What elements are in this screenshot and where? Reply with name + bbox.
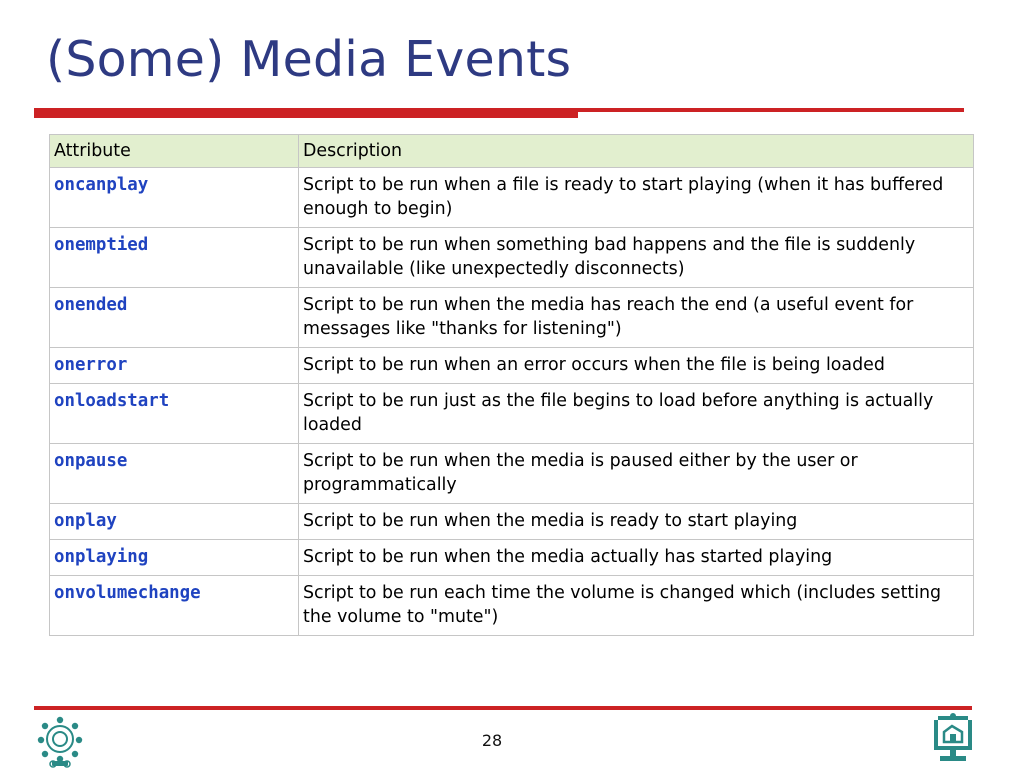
attribute-cell	[50, 540, 299, 576]
column-header-attribute: Attribute	[50, 135, 299, 168]
description-cell: Script to be run when the media has reach the end (a useful event for messages like "thanks for listening")	[299, 288, 974, 348]
attribute-name: onplay	[54, 511, 117, 531]
attribute-name: oncanplay	[54, 175, 149, 195]
university-seal-icon	[32, 712, 88, 768]
table-header-row	[50, 135, 974, 168]
media-events-table	[49, 134, 974, 636]
attribute-cell	[50, 228, 299, 288]
attribute-name: onvolumechange	[54, 583, 201, 603]
table-row	[50, 504, 974, 540]
attribute-cell	[50, 576, 299, 636]
title-divider-accent	[34, 110, 578, 118]
table-row	[50, 540, 974, 576]
attribute-name: onemptied	[54, 235, 149, 255]
attribute-cell	[50, 348, 299, 384]
table-row	[50, 576, 974, 636]
table-row	[50, 228, 974, 288]
attribute-cell	[50, 444, 299, 504]
description-cell: Script to be run when a file is ready to start playing (when it has buffered enough to begin)	[299, 168, 974, 228]
description-cell: Script to be run when an error occurs when the file is being loaded	[299, 348, 974, 384]
description-cell: Script to be run each time the volume is changed which (includes setting the volume to "mute")	[299, 576, 974, 636]
attribute-name: onended	[54, 295, 128, 315]
description-cell: Script to be run when the media is ready to start playing	[299, 504, 974, 540]
description-cell: Script to be run when the media is paused either by the user or programmatically	[299, 444, 974, 504]
slide-title: (Some) Media Events	[46, 31, 572, 88]
table-row	[50, 348, 974, 384]
table-row	[50, 384, 974, 444]
table-row	[50, 444, 974, 504]
attribute-name: onplaying	[54, 547, 149, 567]
table-row	[50, 168, 974, 228]
attribute-name: onerror	[54, 355, 128, 375]
table-row	[50, 288, 974, 348]
column-header-description: Description	[299, 135, 974, 168]
attribute-cell	[50, 288, 299, 348]
attribute-cell	[50, 168, 299, 228]
page-number: 28	[481, 731, 503, 750]
computer-lab-icon	[928, 712, 978, 764]
attribute-cell	[50, 504, 299, 540]
footer-divider	[34, 706, 972, 710]
attribute-name: onpause	[54, 451, 128, 471]
description-cell: Script to be run just as the file begins to load before anything is actually loaded	[299, 384, 974, 444]
description-cell: Script to be run when something bad happens and the file is suddenly unavailable (like unexpectedly disconnects)	[299, 228, 974, 288]
attribute-cell	[50, 384, 299, 444]
attribute-name: onloadstart	[54, 391, 170, 411]
description-cell: Script to be run when the media actually has started playing	[299, 540, 974, 576]
